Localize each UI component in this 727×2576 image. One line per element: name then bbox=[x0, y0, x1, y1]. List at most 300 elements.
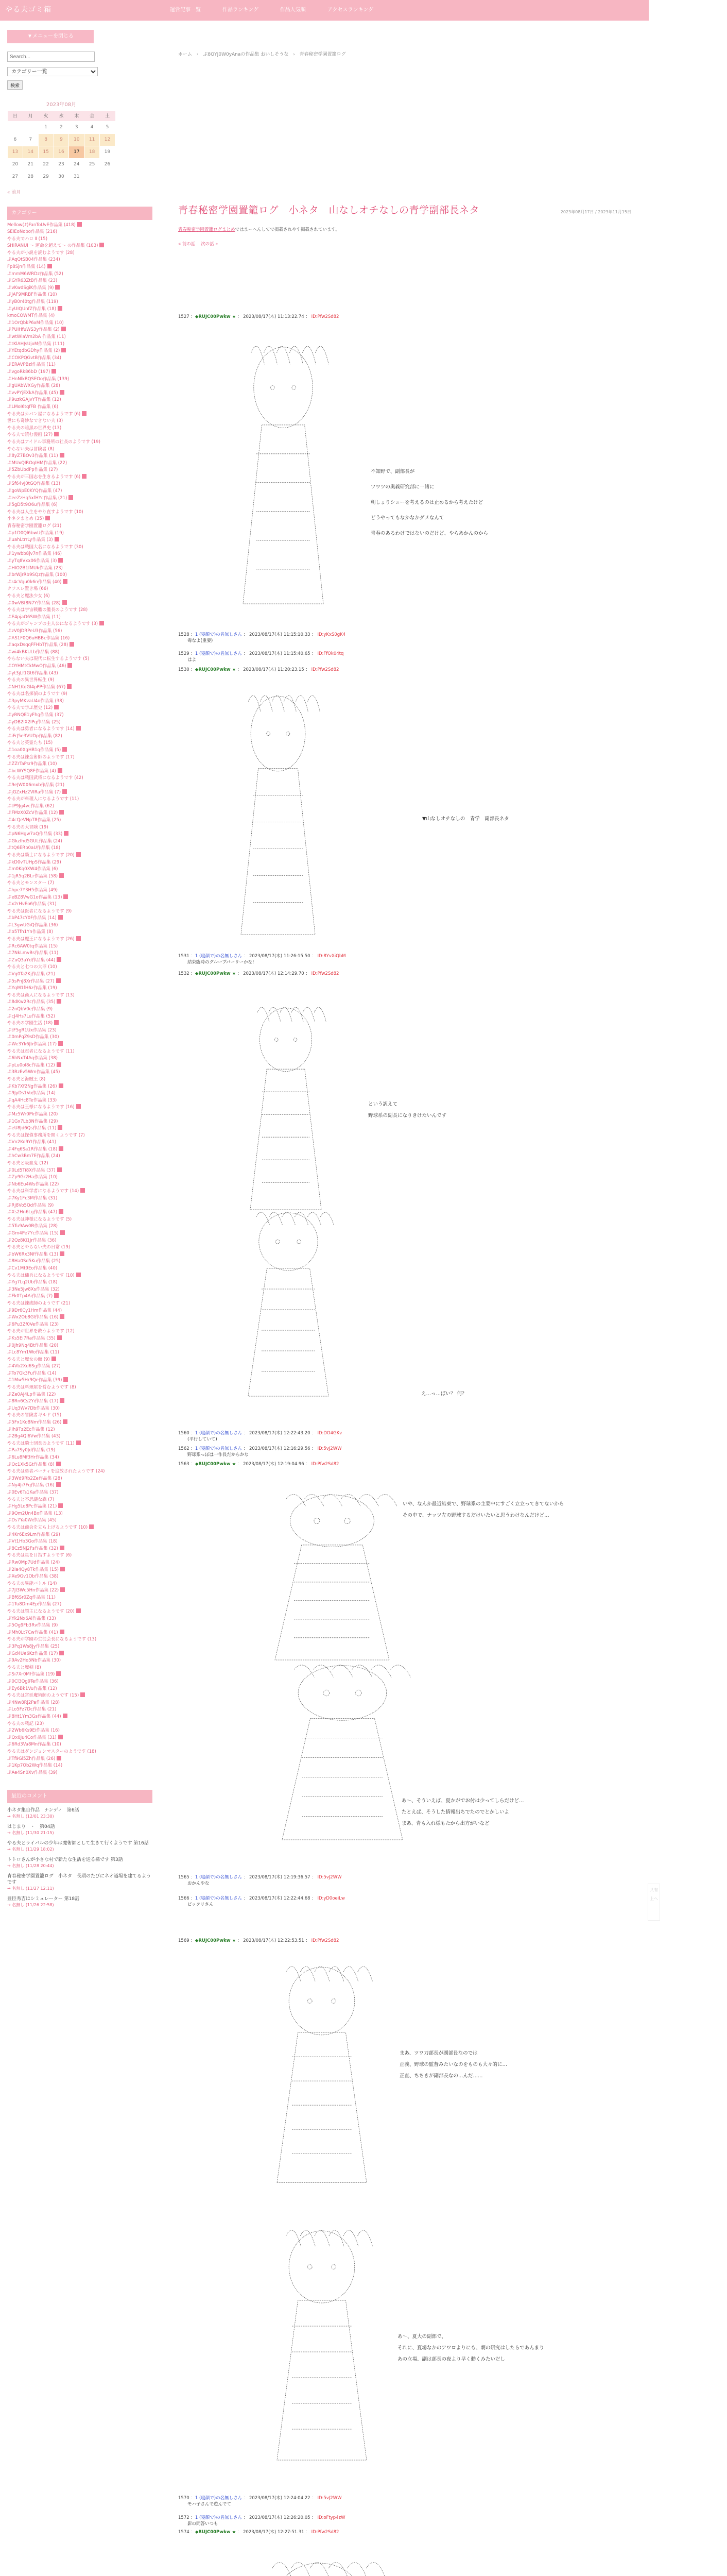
post-number[interactable]: 1530 bbox=[178, 667, 189, 672]
category-link[interactable] bbox=[7, 1125, 152, 1132]
calendar-day[interactable]: 11 bbox=[84, 133, 100, 146]
rss-icon[interactable] bbox=[54, 705, 59, 709]
category-link[interactable] bbox=[7, 229, 152, 236]
category-link[interactable] bbox=[7, 565, 152, 572]
category-link[interactable] bbox=[7, 376, 152, 383]
category-link[interactable] bbox=[7, 845, 152, 852]
category-link[interactable] bbox=[7, 1041, 152, 1048]
category-link[interactable] bbox=[7, 474, 152, 481]
category-link[interactable] bbox=[7, 1013, 152, 1021]
category-link[interactable] bbox=[7, 1405, 152, 1413]
category-link[interactable] bbox=[7, 467, 152, 474]
category-link[interactable] bbox=[7, 600, 152, 607]
category-link[interactable] bbox=[7, 754, 152, 761]
site-title[interactable]: やる夫ゴミ箱 bbox=[5, 6, 51, 14]
rss-icon[interactable] bbox=[58, 768, 62, 773]
post-number[interactable]: 1528 bbox=[178, 632, 189, 637]
rss-icon[interactable] bbox=[64, 831, 68, 836]
category-link[interactable] bbox=[7, 1651, 152, 1658]
post-number[interactable]: 1574 bbox=[178, 2530, 189, 2535]
category-link[interactable] bbox=[7, 873, 152, 880]
category-link[interactable] bbox=[7, 992, 152, 999]
category-link[interactable] bbox=[7, 530, 152, 537]
category-link[interactable] bbox=[7, 943, 152, 951]
category-link[interactable] bbox=[7, 509, 152, 516]
rss-icon[interactable] bbox=[59, 1651, 64, 1655]
category-link[interactable] bbox=[7, 593, 152, 600]
rss-icon[interactable] bbox=[54, 432, 59, 436]
category-link[interactable] bbox=[7, 313, 152, 320]
rss-icon[interactable] bbox=[60, 1567, 65, 1571]
category-link[interactable] bbox=[7, 1118, 152, 1126]
category-link[interactable] bbox=[7, 1398, 152, 1405]
post-number[interactable]: 1565 bbox=[178, 1875, 189, 1880]
category-link[interactable] bbox=[7, 978, 152, 986]
category-link[interactable] bbox=[7, 1265, 152, 1273]
category-link[interactable] bbox=[7, 1097, 152, 1105]
category-link[interactable] bbox=[7, 1657, 152, 1665]
category-link[interactable] bbox=[7, 1167, 152, 1175]
rss-icon[interactable] bbox=[76, 726, 81, 731]
rss-icon[interactable] bbox=[89, 1524, 94, 1529]
rss-icon[interactable] bbox=[56, 1462, 61, 1466]
rss-icon[interactable] bbox=[55, 537, 59, 541]
rss-icon[interactable] bbox=[57, 957, 61, 962]
calendar-day[interactable]: 16 bbox=[54, 146, 69, 158]
category-link[interactable] bbox=[7, 887, 152, 894]
category-link[interactable] bbox=[7, 1608, 152, 1616]
rss-icon[interactable] bbox=[63, 579, 67, 584]
category-link[interactable] bbox=[7, 971, 152, 978]
rss-icon[interactable] bbox=[77, 222, 82, 227]
rss-icon[interactable] bbox=[47, 264, 52, 268]
category-link[interactable] bbox=[7, 1279, 152, 1286]
category-link[interactable] bbox=[7, 677, 152, 684]
category-link[interactable] bbox=[7, 1314, 152, 1321]
category-link[interactable] bbox=[7, 1552, 152, 1560]
category-link[interactable] bbox=[7, 621, 152, 628]
category-link[interactable] bbox=[7, 1076, 152, 1083]
category-link[interactable] bbox=[7, 432, 152, 439]
rss-icon[interactable] bbox=[63, 1714, 67, 1718]
category-link[interactable] bbox=[7, 250, 152, 257]
nav-item-popular[interactable]: 作品人気順 bbox=[280, 7, 306, 13]
recent-comment-item[interactable] bbox=[7, 1840, 152, 1853]
category-link[interactable] bbox=[7, 1223, 152, 1230]
category-link[interactable] bbox=[7, 1741, 152, 1749]
category-link[interactable] bbox=[7, 1209, 152, 1216]
category-link[interactable] bbox=[7, 1706, 152, 1714]
calendar-day[interactable]: 14 bbox=[23, 146, 38, 158]
category-link[interactable] bbox=[7, 1321, 152, 1329]
category-link[interactable] bbox=[7, 670, 152, 677]
rss-icon[interactable] bbox=[58, 1041, 63, 1046]
category-link[interactable] bbox=[7, 1377, 152, 1384]
post-number[interactable]: 1527 bbox=[178, 314, 189, 319]
category-link[interactable] bbox=[7, 1188, 152, 1195]
category-link[interactable] bbox=[7, 1230, 152, 1238]
rss-icon[interactable] bbox=[58, 1503, 63, 1508]
rss-icon[interactable] bbox=[56, 1671, 61, 1676]
rss-icon[interactable] bbox=[82, 474, 86, 479]
category-link[interactable] bbox=[7, 1216, 152, 1224]
category-link[interactable] bbox=[7, 733, 152, 740]
category-link[interactable] bbox=[7, 1034, 152, 1041]
category-link[interactable] bbox=[7, 1104, 152, 1111]
category-link[interactable] bbox=[7, 320, 152, 327]
rss-icon[interactable] bbox=[60, 390, 64, 395]
category-link[interactable] bbox=[7, 740, 152, 747]
category-link[interactable] bbox=[7, 1714, 152, 1721]
category-link[interactable] bbox=[7, 1062, 152, 1070]
category-link[interactable] bbox=[7, 1546, 152, 1553]
breadcrumb-home[interactable]: ホーム bbox=[178, 52, 193, 57]
category-link[interactable] bbox=[7, 1181, 152, 1189]
category-link[interactable] bbox=[7, 446, 152, 453]
category-link[interactable] bbox=[7, 1727, 152, 1735]
category-link[interactable] bbox=[7, 1384, 152, 1392]
recent-comment-item[interactable] bbox=[7, 1896, 152, 1908]
category-link[interactable] bbox=[7, 1686, 152, 1693]
category-link[interactable] bbox=[7, 222, 152, 229]
post-number[interactable]: 1566 bbox=[178, 1896, 189, 1901]
rss-icon[interactable] bbox=[68, 495, 73, 500]
category-link[interactable] bbox=[7, 656, 152, 663]
category-link[interactable] bbox=[7, 257, 152, 264]
category-link[interactable] bbox=[7, 502, 152, 509]
category-link[interactable] bbox=[7, 1273, 152, 1280]
category-link[interactable] bbox=[7, 1363, 152, 1370]
category-link[interactable] bbox=[7, 1139, 152, 1146]
category-link[interactable] bbox=[7, 1027, 152, 1035]
category-link[interactable] bbox=[7, 348, 152, 355]
rss-icon[interactable] bbox=[62, 747, 67, 752]
category-link[interactable] bbox=[7, 838, 152, 845]
category-link[interactable] bbox=[7, 1735, 152, 1742]
rss-icon[interactable] bbox=[58, 1735, 63, 1739]
category-link[interactable] bbox=[7, 649, 152, 656]
rss-icon[interactable] bbox=[63, 1419, 67, 1424]
category-link[interactable] bbox=[7, 1006, 152, 1013]
category-link[interactable] bbox=[7, 1308, 152, 1315]
nav-item-articles[interactable]: 運営記事一覧 bbox=[170, 7, 201, 13]
rss-icon[interactable] bbox=[63, 894, 68, 899]
rss-icon[interactable] bbox=[60, 1230, 65, 1235]
category-link[interactable] bbox=[7, 817, 152, 824]
category-link[interactable] bbox=[7, 1160, 152, 1167]
rss-icon[interactable] bbox=[82, 411, 86, 416]
category-link[interactable] bbox=[7, 1343, 152, 1350]
category-link[interactable] bbox=[7, 824, 152, 832]
category-link[interactable] bbox=[7, 1762, 152, 1770]
category-link[interactable] bbox=[7, 271, 152, 278]
category-link[interactable] bbox=[7, 1643, 152, 1651]
category-link[interactable] bbox=[7, 551, 152, 558]
category-link[interactable] bbox=[7, 1581, 152, 1588]
rss-icon[interactable] bbox=[61, 327, 66, 331]
category-link[interactable] bbox=[7, 1636, 152, 1643]
category-link[interactable] bbox=[7, 726, 152, 733]
rss-icon[interactable] bbox=[80, 1692, 85, 1697]
prev-post-link[interactable]: « 前の話 bbox=[178, 242, 196, 247]
category-link[interactable] bbox=[7, 1090, 152, 1097]
category-link[interactable] bbox=[7, 390, 152, 397]
calendar-day[interactable]: 8 bbox=[38, 133, 54, 146]
category-link[interactable] bbox=[7, 1258, 152, 1265]
category-link[interactable] bbox=[7, 831, 152, 838]
rss-icon[interactable] bbox=[61, 348, 66, 352]
calendar-prev-link[interactable]: « 前月 bbox=[7, 190, 21, 195]
category-link[interactable] bbox=[7, 635, 152, 642]
rss-icon[interactable] bbox=[57, 1062, 61, 1067]
category-link[interactable] bbox=[7, 1244, 152, 1251]
rss-icon[interactable] bbox=[57, 1335, 62, 1340]
category-link[interactable] bbox=[7, 1770, 152, 1777]
category-link[interactable] bbox=[7, 1146, 152, 1154]
category-link[interactable] bbox=[7, 404, 152, 411]
category-link[interactable] bbox=[7, 684, 152, 691]
category-link[interactable] bbox=[7, 1567, 152, 1574]
calendar-day[interactable]: 17 bbox=[69, 146, 84, 158]
rss-icon[interactable] bbox=[59, 873, 64, 878]
next-post-link[interactable]: 次の話 » bbox=[201, 242, 218, 247]
category-link[interactable] bbox=[7, 782, 152, 789]
category-link[interactable] bbox=[7, 1749, 152, 1756]
category-link[interactable] bbox=[7, 418, 152, 425]
rss-icon[interactable] bbox=[59, 1209, 63, 1214]
category-link[interactable] bbox=[7, 1595, 152, 1602]
category-link[interactable] bbox=[7, 1476, 152, 1483]
category-link[interactable] bbox=[7, 642, 152, 649]
category-link[interactable] bbox=[7, 334, 152, 341]
category-link[interactable] bbox=[7, 964, 152, 971]
rss-icon[interactable] bbox=[76, 1608, 81, 1613]
category-link[interactable] bbox=[7, 936, 152, 943]
category-link[interactable] bbox=[7, 558, 152, 565]
category-link[interactable] bbox=[7, 663, 152, 670]
category-link[interactable] bbox=[7, 1517, 152, 1524]
rss-icon[interactable] bbox=[62, 600, 67, 605]
category-link[interactable] bbox=[7, 1370, 152, 1378]
category-link[interactable] bbox=[7, 1538, 152, 1546]
rss-icon[interactable] bbox=[76, 936, 81, 941]
rss-icon[interactable] bbox=[58, 558, 63, 563]
category-link[interactable] bbox=[7, 369, 152, 376]
category-link[interactable] bbox=[7, 1440, 152, 1448]
category-link[interactable] bbox=[7, 278, 152, 285]
rss-icon[interactable] bbox=[57, 1167, 62, 1172]
category-link[interactable] bbox=[7, 866, 152, 873]
rss-icon[interactable] bbox=[60, 1251, 64, 1256]
category-link[interactable] bbox=[7, 1560, 152, 1567]
rss-icon[interactable] bbox=[99, 243, 104, 247]
category-link[interactable] bbox=[7, 1349, 152, 1357]
category-link[interactable] bbox=[7, 1497, 152, 1504]
category-link[interactable] bbox=[7, 1083, 152, 1091]
category-link[interactable] bbox=[7, 1202, 152, 1210]
category-link[interactable] bbox=[7, 439, 152, 446]
category-link[interactable] bbox=[7, 327, 152, 334]
category-link[interactable] bbox=[7, 1462, 152, 1469]
category-link[interactable] bbox=[7, 1055, 152, 1062]
post-number[interactable]: 1532 bbox=[178, 971, 189, 976]
category-link[interactable] bbox=[7, 922, 152, 929]
summary-link[interactable]: 青春秘密学園置籠ログまとめ bbox=[178, 227, 235, 232]
rss-icon[interactable] bbox=[60, 453, 64, 457]
breadcrumb-current[interactable]: 青春秘密学園置籠ログ bbox=[299, 52, 346, 57]
category-link[interactable] bbox=[7, 1433, 152, 1440]
category-link[interactable] bbox=[7, 1679, 152, 1686]
category-link[interactable] bbox=[7, 586, 152, 593]
category-link[interactable] bbox=[7, 1511, 152, 1518]
category-link[interactable] bbox=[7, 1335, 152, 1343]
category-link[interactable] bbox=[7, 908, 152, 916]
category-link[interactable] bbox=[7, 880, 152, 887]
calendar-day[interactable]: 18 bbox=[84, 146, 100, 158]
category-link[interactable] bbox=[7, 1419, 152, 1427]
calendar-day[interactable]: 10 bbox=[69, 133, 84, 146]
rss-icon[interactable] bbox=[70, 642, 74, 647]
category-link[interactable] bbox=[7, 1532, 152, 1539]
scroll-top-label[interactable]: 上へ bbox=[650, 1896, 658, 1901]
category-link[interactable] bbox=[7, 411, 152, 418]
rss-icon[interactable] bbox=[51, 369, 56, 374]
category-link[interactable] bbox=[7, 1468, 152, 1476]
category-link[interactable] bbox=[7, 495, 152, 502]
category-link[interactable] bbox=[7, 341, 152, 348]
category-link[interactable] bbox=[7, 488, 152, 495]
category-link[interactable] bbox=[7, 355, 152, 362]
category-link[interactable] bbox=[7, 1601, 152, 1608]
category-link[interactable] bbox=[7, 1328, 152, 1335]
rss-icon[interactable] bbox=[60, 1398, 64, 1403]
category-link[interactable] bbox=[7, 1069, 152, 1076]
search-input[interactable] bbox=[7, 52, 95, 62]
category-link[interactable] bbox=[7, 1587, 152, 1595]
category-link[interactable] bbox=[7, 810, 152, 817]
category-link[interactable] bbox=[7, 1174, 152, 1181]
category-link[interactable] bbox=[7, 915, 152, 922]
calendar-day[interactable]: 15 bbox=[38, 146, 54, 158]
nav-item-ranking[interactable]: 作品ランキング bbox=[222, 7, 258, 13]
post-number[interactable]: 1531 bbox=[178, 954, 189, 959]
category-link[interactable] bbox=[7, 236, 152, 243]
calendar-day[interactable]: 9 bbox=[54, 133, 69, 146]
rss-icon[interactable] bbox=[60, 1587, 65, 1592]
category-link[interactable] bbox=[7, 796, 152, 803]
category-link[interactable] bbox=[7, 1482, 152, 1489]
rss-icon[interactable] bbox=[60, 1630, 64, 1634]
search-button[interactable]: 検索 bbox=[7, 80, 23, 90]
category-link[interactable] bbox=[7, 285, 152, 292]
category-link[interactable] bbox=[7, 1427, 152, 1434]
rss-icon[interactable] bbox=[60, 1546, 64, 1550]
category-link[interactable] bbox=[7, 1286, 152, 1294]
category-link[interactable] bbox=[7, 957, 152, 964]
category-link[interactable] bbox=[7, 537, 152, 544]
category-link[interactable] bbox=[7, 1630, 152, 1637]
category-link[interactable] bbox=[7, 1251, 152, 1259]
category-link[interactable] bbox=[7, 579, 152, 586]
category-link[interactable] bbox=[7, 775, 152, 782]
category-link[interactable] bbox=[7, 705, 152, 712]
post-number[interactable]: 1560 bbox=[178, 1431, 189, 1436]
category-link[interactable] bbox=[7, 789, 152, 796]
rss-icon[interactable] bbox=[63, 1377, 68, 1382]
category-link[interactable] bbox=[7, 1756, 152, 1763]
category-link[interactable] bbox=[7, 1447, 152, 1454]
rss-icon[interactable] bbox=[56, 1482, 61, 1487]
category-link[interactable] bbox=[7, 985, 152, 992]
rss-icon[interactable] bbox=[56, 978, 61, 983]
rss-icon[interactable] bbox=[55, 285, 60, 290]
share-label[interactable]: 共有 bbox=[650, 1888, 658, 1892]
rss-icon[interactable] bbox=[58, 1125, 62, 1130]
breadcrumb-category[interactable]: ぷ8QYJ0W0yAnaの作品集 おいしそうな bbox=[203, 52, 289, 57]
category-link[interactable] bbox=[7, 1195, 152, 1202]
category-link[interactable] bbox=[7, 1111, 152, 1118]
category-link[interactable] bbox=[7, 1020, 152, 1027]
category-link[interactable] bbox=[7, 761, 152, 768]
category-link[interactable] bbox=[7, 523, 152, 530]
category-link[interactable] bbox=[7, 383, 152, 390]
category-link[interactable] bbox=[7, 1048, 152, 1056]
category-link[interactable] bbox=[7, 1524, 152, 1532]
category-link[interactable] bbox=[7, 929, 152, 936]
category-link[interactable] bbox=[7, 1671, 152, 1679]
category-link[interactable] bbox=[7, 1153, 152, 1160]
category-link[interactable] bbox=[7, 628, 152, 635]
category-select[interactable] bbox=[7, 67, 98, 76]
category-link[interactable] bbox=[7, 1692, 152, 1700]
calendar-day[interactable]: 13 bbox=[8, 146, 23, 158]
category-link[interactable] bbox=[7, 1622, 152, 1630]
rss-icon[interactable] bbox=[57, 1756, 61, 1760]
rss-icon[interactable] bbox=[99, 621, 104, 625]
category-link[interactable] bbox=[7, 1454, 152, 1462]
rss-icon[interactable] bbox=[60, 1314, 64, 1319]
category-link[interactable] bbox=[7, 481, 152, 488]
post-number[interactable]: 1569 bbox=[178, 1938, 189, 1943]
category-link[interactable] bbox=[7, 747, 152, 754]
category-link[interactable] bbox=[7, 768, 152, 775]
category-link[interactable] bbox=[7, 1489, 152, 1497]
nav-item-access-ranking[interactable]: アクセスランキング bbox=[327, 7, 374, 13]
category-link[interactable] bbox=[7, 1700, 152, 1707]
category-link[interactable] bbox=[7, 1293, 152, 1300]
recent-comment-item[interactable] bbox=[7, 1824, 152, 1836]
category-link[interactable] bbox=[7, 1392, 152, 1399]
rss-icon[interactable] bbox=[51, 1357, 56, 1361]
category-link[interactable] bbox=[7, 999, 152, 1006]
calendar-day[interactable]: 12 bbox=[100, 133, 115, 146]
category-link[interactable] bbox=[7, 894, 152, 902]
category-link[interactable] bbox=[7, 306, 152, 313]
category-link[interactable] bbox=[7, 1616, 152, 1623]
category-link[interactable] bbox=[7, 544, 152, 551]
category-link[interactable] bbox=[7, 1503, 152, 1511]
category-link[interactable] bbox=[7, 859, 152, 867]
category-link[interactable] bbox=[7, 614, 152, 621]
rss-icon[interactable] bbox=[76, 1104, 81, 1109]
rss-icon[interactable] bbox=[67, 663, 72, 668]
rss-icon[interactable] bbox=[54, 1020, 59, 1025]
post-number[interactable]: 1562 bbox=[178, 1446, 189, 1451]
category-link[interactable] bbox=[7, 803, 152, 810]
rss-icon[interactable] bbox=[58, 915, 63, 920]
category-link[interactable] bbox=[7, 1573, 152, 1581]
recent-comment-item[interactable] bbox=[7, 1857, 152, 1869]
